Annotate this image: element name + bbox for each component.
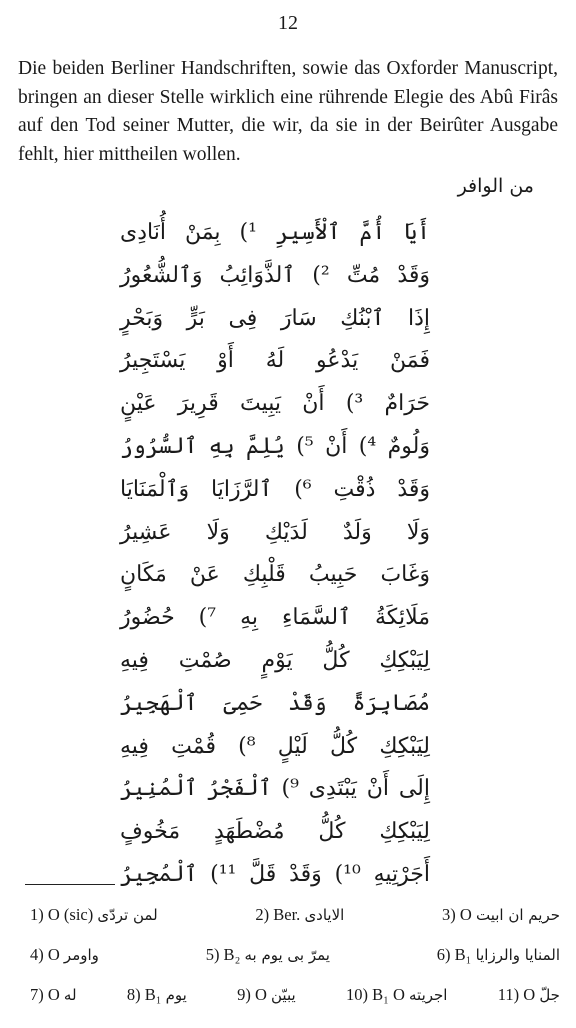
footnote [498, 975, 560, 1015]
footnote-marker: 11) O [497, 985, 540, 1004]
page-number: 12 [278, 12, 298, 34]
footnote [206, 935, 330, 975]
footnote-marker: 6) B₁ [436, 945, 476, 964]
footnotes [30, 895, 560, 1015]
meter-label: من الوافر [457, 175, 534, 197]
poem-verse: وَقَدْ مُتِّ ²) ٱلذَّوَائِبُ وَٱلشُّعُورُ [120, 262, 431, 288]
poem-verse: مَلَائِكَةُ ٱلسَّمَاءِ بِهِ ⁷) حُضُورُ [120, 605, 430, 631]
footnote-arabic: له [63, 986, 77, 1004]
footnote-line [30, 895, 560, 935]
footnote-line [30, 975, 560, 1015]
footnote-arabic: واومر [63, 946, 99, 964]
poem-verse: مُصَابِرَةً وَقَدْ حَمِىَ ٱلْهَجِيرُ [120, 690, 430, 716]
footnote [437, 935, 560, 975]
footnote-arabic: اجريته [409, 986, 448, 1004]
footnote [346, 975, 448, 1015]
footnote [30, 895, 158, 935]
footnote-line [30, 935, 560, 975]
footnote [255, 895, 344, 935]
footnote-marker: 3) O [442, 905, 476, 924]
footnote-marker: 8) B₁ [126, 985, 166, 1004]
footnote-arabic: يوم [165, 986, 187, 1004]
poem-verse: إِلَى أَنْ يَبْتَدِى ⁹) ٱلْفَجْرُ ٱلْمُنِيرُ [120, 776, 430, 802]
footnote-marker: 4) O [30, 945, 64, 964]
poem-verse: وَقَدْ ذُقْتِ ⁶) ٱلرَّزَايَا وَٱلْمَنَايَا [120, 476, 431, 502]
poem-verse: لِيَبْكِكِ كُلُّ مُضْطَهَدٍ مَخُوفٍ [120, 819, 430, 845]
footnote [442, 895, 560, 935]
poem-verse: أَجَرْتِيهِ ¹⁰) وَقَدْ قَلَّ ¹¹) ٱلْمُجِيرُ [120, 861, 431, 887]
footnote-arabic: يبيّن [271, 986, 296, 1004]
footnote-arabic: المنايا والرزايا [475, 946, 560, 964]
intro-text: Die beiden Berliner Handschriften, sowie das Oxforder Manuscript, bringen an dieser Stelle wirklich eine rührende Elegie des Abû Firâs auf den Tod seiner Mutter, die wir, da sie in der Beirûter Ausgabe fehlt, hier mittheilen wollen. [18, 58, 558, 165]
footnote-marker: 7) O [30, 985, 64, 1004]
poem-verse: إِذَا ٱبْنُكِ سَارَ فِى بَرٍّ وَبَحْرٍ [120, 305, 430, 331]
poem-verse: وَلُومٌ ⁴) أَنْ ⁵) يُلِمَّ بِهِ ٱلسُّرُورُ [120, 433, 430, 459]
footnote [237, 975, 296, 1015]
footnote [30, 935, 99, 975]
poem-verse: لِيَبْكِكِ كُلُّ يَوْمٍ صُمْتِ فِيهِ [120, 647, 430, 673]
footnote [30, 975, 77, 1015]
poem-verse: لِيَبْكِكِ كُلُّ لَيْلٍ ⁸) قُمْتِ فِيهِ [120, 733, 430, 759]
poem-verse: فَمَنْ يَدْعُو لَهُ أَوْ يَسْتَجِيرُ [120, 348, 430, 374]
footnote-arabic: لمن تردّى [97, 906, 158, 924]
footnote [127, 975, 187, 1015]
footnote-arabic: يمرّ بى يوم به [244, 946, 330, 964]
footnote-arabic: الايادى [304, 906, 345, 924]
intro-paragraph [18, 55, 558, 169]
footnote-marker: 10) B₁ O [345, 985, 409, 1004]
footnote-rule [25, 884, 115, 885]
poem-verse: حَرَامٌ ³) أَنْ يَبِيتَ قَرِيرَ عَيْنٍ [120, 391, 431, 417]
poem-verse: وَغَابَ حَبِيبُ قَلْبِكِ عَنْ مَكَانٍ [120, 562, 430, 588]
footnote-arabic: جلّ [539, 986, 560, 1004]
poem [120, 212, 430, 897]
poem-verse: وَلَا وَلَدٌ لَدَيْكِ وَلَا عَشِيرُ [120, 519, 430, 545]
footnote-marker: 5) B₂ [205, 945, 245, 964]
footnote-marker: 1) O (sic) [30, 905, 98, 924]
footnote-marker: 2) Ber. [255, 905, 305, 924]
poem-verse: أَيَا أُمَّ ٱلْأَسِيرِ ¹) بِمَنْ أُنَادِى [120, 220, 430, 245]
footnote-arabic: حريم ان ابيت [475, 906, 560, 924]
footnote-marker: 9) O [237, 985, 272, 1004]
